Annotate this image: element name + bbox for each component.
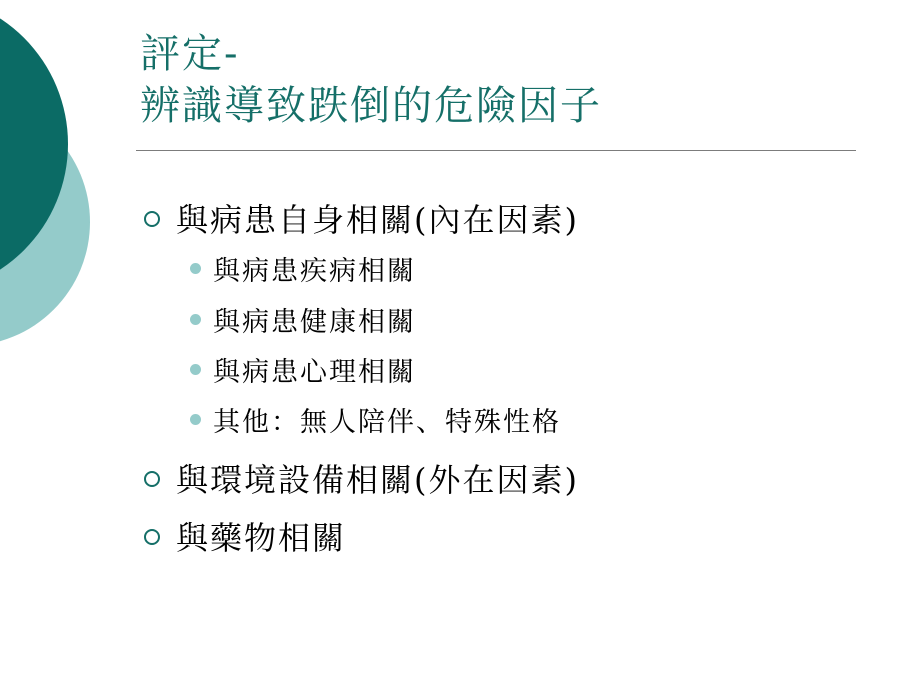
bullet-item-label: 與藥物相關 <box>176 519 347 557</box>
sub-bullet-item-label: 與病患疾病相關 <box>213 256 416 287</box>
sub-bullet-item-label: 與病患心理相關 <box>213 357 416 388</box>
sub-bullet-item-label: 其他：無人陪伴、特殊性格 <box>213 407 561 438</box>
filled-dot-bullet-icon <box>190 414 201 425</box>
filled-dot-bullet-icon <box>190 263 201 274</box>
sub-bullet-item-other <box>190 406 561 440</box>
slide-title-line-1: 評定- <box>140 31 240 77</box>
filled-dot-bullet-icon <box>190 364 201 375</box>
hollow-circle-bullet-icon <box>144 471 160 487</box>
sub-bullet-item-disease <box>190 255 416 289</box>
hollow-circle-bullet-icon <box>144 529 160 545</box>
slide-title <box>140 28 602 132</box>
title-divider <box>136 150 856 151</box>
sub-bullet-item-label: 與病患健康相關 <box>213 307 416 338</box>
sub-bullet-item-psychology <box>190 356 416 390</box>
sub-bullet-item-health <box>190 306 416 340</box>
bullet-item-medication <box>144 518 346 558</box>
bullet-item-label: 與環境設備相關(外在因素) <box>176 461 579 499</box>
filled-dot-bullet-icon <box>190 314 201 325</box>
bullet-item-label: 與病患自身相關(內在因素) <box>176 201 579 239</box>
hollow-circle-bullet-icon <box>144 211 160 227</box>
slide-title-line-2: 辨識導致跌倒的危險因子 <box>140 83 602 129</box>
bullet-item-intrinsic-factors <box>144 200 579 240</box>
bullet-item-extrinsic-factors <box>144 460 579 500</box>
